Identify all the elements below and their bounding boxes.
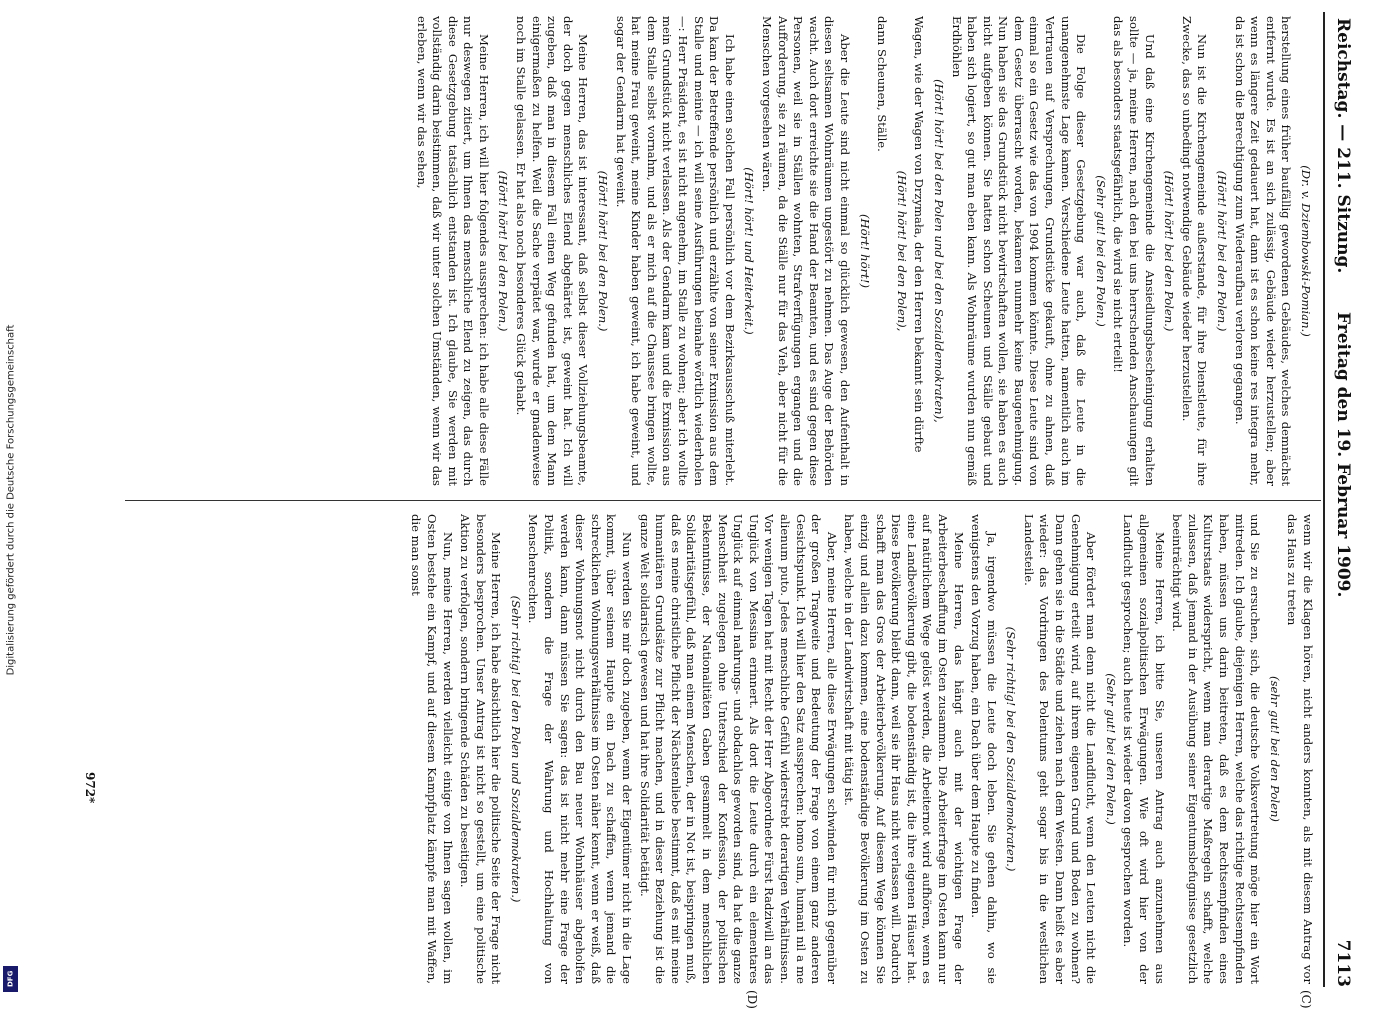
interjection: (sehr gut! bei den Polen) [1266, 514, 1282, 984]
scanned-page [24, 0, 1383, 1000]
right-column [125, 514, 1315, 984]
paragraph: herstellung eines früher baufällig gewordenen Gebäudes, welches demnächst entfernt wurde. Es ist an sich zulässig, Gebäude wieder herzustellen; aber wenn es längere Zeit gedauert hat, dann ist es schon keine res integra mehr, da ist schon die Berechtigung zum Wiederaufbau verloren gegangen. [1231, 16, 1293, 486]
interjection: (Hört! hört! bei den Polen.) [1213, 16, 1229, 486]
paragraph: Die Folge dieser Gesetzgebung war auch, daß die Leute in die unangenehmste Lage kamen. Verschiedene Leute hatten, namentlich auch im Vertrauen auf Versprechungen, Grundstücke gekauft, ohne zu ahnen, daß einmal so ein Gesetz wie das von 1904 kommen könnte. Diese Leute sind von dem Gesetz überrascht worden, bekamen nunmehr keine Baugenehmigung. Nun haben sie das Grundstück nicht bewirtschaften wollen, sie haben es auch nicht aufgeben können. Sie hatten schon Scheunen und Ställe gebaut und haben sich logiert, so gut man eben kann. Als Wohnräume wurden nun gemäß Erdhöhlen [948, 16, 1088, 486]
paragraph: wenn wir die Klagen hören, nicht anders konnten, als mit diesem Antrag vor das Haus zu treten [1284, 514, 1315, 984]
left-column [125, 16, 1315, 486]
interjection: (Hört! hört! bei den Polen und bei den Sozialdemokraten), [930, 16, 946, 486]
interjection: (Sehr richtig! bei den Sozialdemokraten.) [1003, 514, 1019, 984]
header-page-number: 7113 [1333, 940, 1353, 987]
interjection: (Hört! hört! und Heiterkeit.) [741, 16, 757, 486]
interjection: (Hört! hört! bei den Polen.) [1161, 16, 1177, 486]
page-header [1323, 12, 1359, 987]
dfg-logo-icon: DFG [3, 966, 18, 992]
speaker-name: (Dr. v. Dziembowski-Pomian.) [1297, 16, 1313, 486]
paragraph: Und daß eine Kirchengemeinde die Ansiedlungsbescheinigung erhalten sollte — ja, meine Herren, nach den bei uns herrschenden Anschauungen gilt das als besonders staatsgefährlich, die wird sie nicht erteilt! [1110, 16, 1157, 486]
interjection: (Sehr gut! bei den Polen.) [1102, 514, 1118, 984]
paragraph: Meine Herren, das hängt auch mit der wichtigen Frage der Arbeiterbeschaffung im Osten zusammen. Die Arbeiterfrage im Osten kann nur auf natürlichem Wege gelöst werden, die Arbeiternot wird aufhören, wenn es eine Landbevölkerung gibt, die bodenständig ist, die ihre eigenen Häuser hat. Diese Bevölkerung bleibt dann, weil sie ihr Haus nicht verlassen will. Dadurch schafft man das Gros der Arbeiterbevölkerung. Auf diesem Wege können Sie einzig und allein dazu kommen, eine bodenständige Bevölkerung im Osten zu haben, welche in der Landwirtschaft mit tätig ist. [841, 514, 966, 984]
page-signature: 972* [83, 772, 97, 803]
paragraph: Aber die Leute sind nicht einmal so glücklich gewesen, den Aufenthalt in diesen seltsamen Wohnräumen ungestört zu nehmen. Das Auge der Behörden wacht. Auch dort erreichte sie die Hand der Beamten, und es sind gegen diese Personen, weil sie in Ställen wohnten, Strafverfügungen ergangen und die Aufforderung, sie zu räumen, da die Ställe nur für das Vieh, aber nicht für die Menschen vorgesehen wären. [758, 16, 852, 486]
margin-strip [0, 0, 22, 1000]
header-date: Freitag den 19. Februar 1909. [1333, 312, 1353, 597]
paragraph: Aber, meine Herren, alle diese Erwägungen schwinden für mich gegenüber der großen Tragweite und Bedeutung der Frage von einem ganz anderen Gesichtspunkt. Ich will hier den Satz aussprechen: homo sum, humani nil a me alienum puto. Jedes menschliche Gefühl widerstrebt derartigen Verhältnissen. Vor wenigen Tagen hat mit Recht der Herr Abgeordnete Fürst Radziwill an das Unglück von Messina erinnert. Als dort die Leute durch ein elementares Unglück auf einmal nahrungs- und obdachlos geworden sind, da hat die ganze Menschheit zugelegen ohne Unterschied der Konfession, der politischen Bekenntnisse, der Nationalitäten Gaben gesammelt in dem menschlichen Solidaritätsgefühl, daß man einem Menschen, der in Not ist, beispringen muß, daß es meine christliche Pflicht der Nächstenliebe bestimmt, daß es mit meine humanitären Grundsätze zur Pflicht machen, und in dieser Beziehung ist die ganze Welt solidarisch gewesen und hat ihre Solidarität betätigt. [636, 514, 839, 984]
paragraph: Nun ist die Kirchengemeinde außerstande, für ihre Dienstleute, für ihre Zwecke, das so unbedingt notwendige Gebäude wieder herzustellen. [1178, 16, 1209, 486]
paragraph: Nun werden Sie mir doch zugeben, wenn der Eigentümer nicht in die Lage kommt, über seinem Haupte ein Dach zu schaffen, wenn jemand die schrecklichen Wohnungsverhältnisse im Osten näher kennt, wenn er weiß, daß dieser Wohnungsnot nicht durch den Bau neuer Wohnhäuser abgeholfen werden kann, dann müssen Sie sagen: das ist nicht mehr eine Frage der Politik, sondern die Frage der Wahrung und Hochhaltung von Menschenrechten. [525, 514, 634, 984]
paragraph: Ja, irgendwo müssen die Leute doch leben. Sie gehen dahin, wo sie wenigstens den Vorzug haben, ein Dach über dem Haupte zu finden. [968, 514, 999, 984]
margin-marker-c: (C) [1299, 990, 1313, 1009]
paragraph: Ich habe einen solchen Fall persönlich vor dem Bezirksausschuß miterlebt. Da kam der Betreffende persönlich und erzählte von seiner Exmission aus dem Stalle und meinte — ich will seine Ausführungen beinahe wörtlich wiederholen —: Herr Präsident, es ist nicht angenehm, im Stalle zu wohnen; aber ich wollte mein Grundstück nicht verlassen. Als der Gendarm kam und die Exmission aus dem Stalle selbst vornahm, und als er mich auf die Chaussee bringen wollte, hat meine Frau geweint, meine Kinder haben geweint, ich habe geweint, und sogar der Gendarm hat geweint. [612, 16, 737, 486]
paragraph: Nun, meine Herren, werden vielleicht einige von Ihnen sagen wollen, im Osten bestehe ein Kampf, und auf diesem Kampfplatz kämpfe man mit Waffen, die man sonst [408, 514, 455, 984]
interjection: (Hört! hört!) [856, 16, 872, 486]
paragraph: Meine Herren, ich bitte Sie, unseren Antrag auch anzunehmen aus allgemeinen sozialpolitischen Erwägungen. Wie oft wird hier von der Landflucht gesprochen; auch heute ist wieder davon gesprochen worden. [1120, 514, 1167, 984]
paragraph: Meine Herren, ich will hier folgendes aussprechen: ich habe alle diese Fälle nur deswegen zitiert, um Ihnen das menschliche Elend zu zeigen, das durch diese Gesetzgebung tatsächlich entstanden ist. Ich glaube, Sie werden mit vollständig darin beistimmen, daß wir unter solchen Umständen, wenn wir das erleben, wenn wir das sehen, [413, 16, 491, 486]
paragraph: Meine Herren, ich habe absichtlich hier die politische Seite der Frage nicht besonders besprochen. Unser Antrag ist nicht so gestellt, um eine politische Aktion zu verfolgen, sondern bringende Schäden zu beseitigen. [457, 514, 504, 984]
interjection: (Hört! hört! bei den Polen.) [495, 16, 511, 486]
paragraph: dann Scheunen, Ställe. [874, 16, 890, 486]
margin-marker-d: (D) [745, 990, 759, 1009]
interjection: (Hört! hört! bei den Polen.) [594, 16, 610, 486]
header-rule [1323, 12, 1325, 987]
paragraph: Meine Herren, das ist interessant, daß selbst dieser Vollziehungsbeamte, der doch gegen menschliches Elend abgehärtet ist, geweint hat. Ich will zugeben, daß man in diesem Fall einen Weg gefunden hat, um dem Mann einigermaßen zu helfen. Weil die Sache verpätet war, wurde er gnadenweise noch im Stalle gelassen. Er hat also noch besonderes Glück gehabt. [513, 16, 591, 486]
paragraph: und Sie zu ersuchen, sich, die deutsche Volksvertretung möge hier ein Wort mitreden. Ich glaube, diejenigen Herren, welche das richtige Rechtsempfinden haben, müssen uns darin beitreten, daß es dem Rechtsempfinden eines Kulturstaats widerspricht, wenn man derartige Maßregeln schafft, welche zulassen, daß jemand in der Ausübung seiner Eigentumsbefugnisse gesetzlich beeinträchtigt wird. [1169, 514, 1263, 984]
paragraph: Aber fördert man denn nicht die Landflucht, wenn den Leuten nicht die Genehmigung erteilt wird, auf ihrem eigenen Grund und Boden zu wohnen? Dann gehen sie in die Städte und ziehen nach dem Westen. Dann heißt es aber wieder: das Vordringen des Polentums geht sogar bis in die westlichen Landesteile. [1020, 514, 1098, 984]
interjection: (Sehr gut! bei den Polen.) [1092, 16, 1108, 486]
funding-note: Digitalisierung gefördert durch die Deutsche Forschungsgemeinschaft [6, 0, 17, 1000]
paragraph: Wagen, wie der Wagen von Drzymała, der den Herren bekannt sein dürfte [911, 16, 927, 486]
header-session: Reichstag. — 211. Sitzung. [1333, 18, 1353, 273]
interjection: (Hört! hört! bei den Polen), [893, 16, 909, 486]
column-divider [125, 500, 1321, 501]
interjection: (Sehr richtig! bei den Polen und Sozialdemokraten.) [507, 514, 523, 984]
page-content [59, 12, 1359, 1012]
